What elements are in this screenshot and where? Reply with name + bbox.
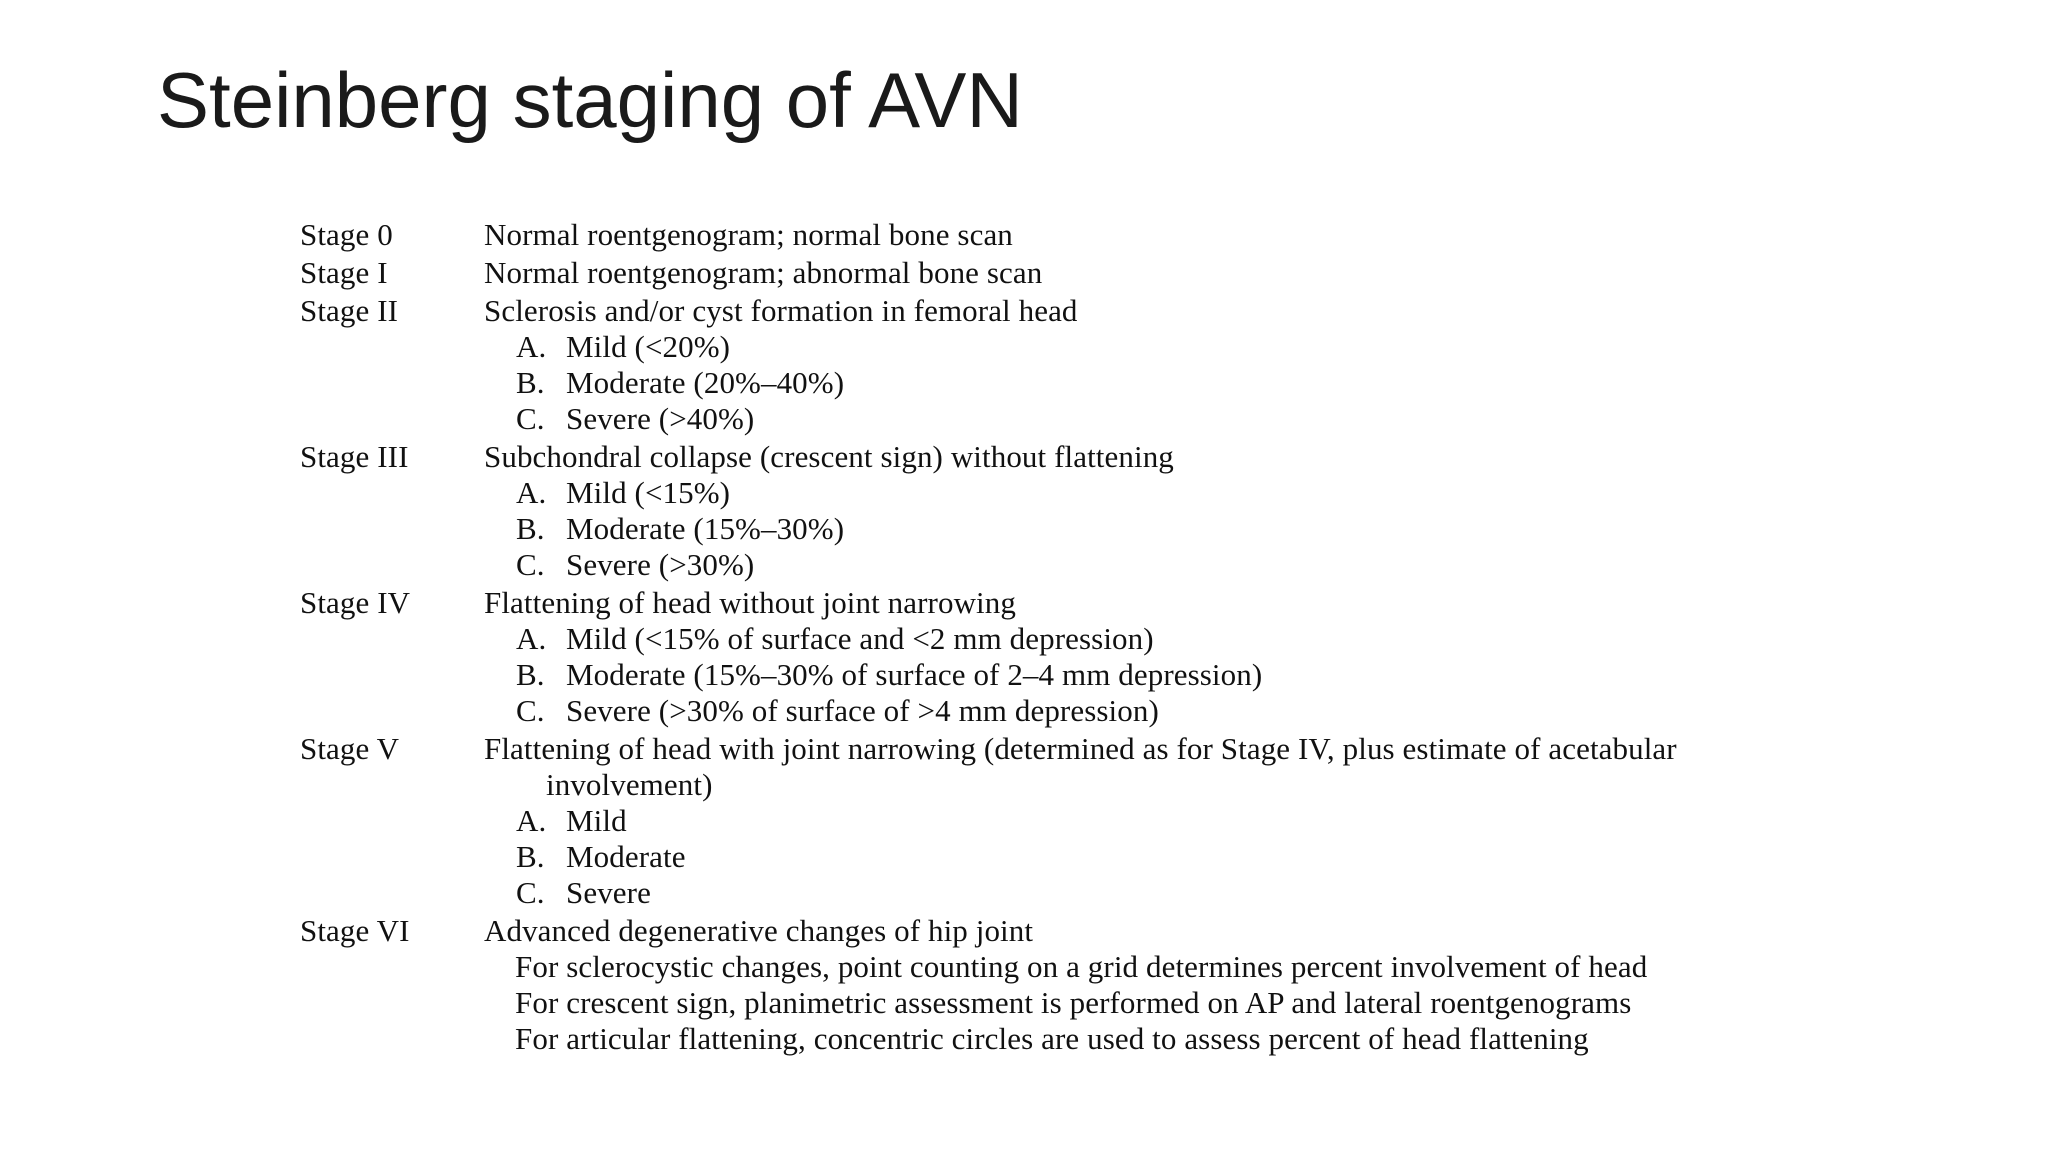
stage-description: Normal roentgenogram; abnormal bone scan (484, 255, 1043, 290)
stage-row (300, 217, 1800, 253)
subitem-letter: A. (516, 621, 547, 656)
subitem-letter: B. (516, 365, 545, 400)
stage-body (484, 585, 1800, 729)
stage-row (300, 439, 1800, 583)
stage-description: Advanced degenerative changes of hip joint (484, 913, 1034, 948)
stage-row (300, 913, 1800, 1057)
subitem-letter: B. (516, 839, 545, 874)
subitem-text: Moderate (15%–30% of surface of 2–4 mm depression) (566, 657, 1263, 692)
stage-label: Stage IV (300, 585, 411, 620)
stage-description: Flattening of head with joint narrowing (determined as for Stage IV, plus estimate of acetabular involvement) (484, 731, 1677, 802)
stage-subitem (484, 511, 1800, 547)
stage-subitem-list (484, 621, 1800, 729)
stage-row (300, 293, 1800, 437)
subitem-letter: A. (516, 803, 547, 838)
stage-subitem (484, 365, 1800, 401)
stage-row (300, 585, 1800, 729)
stage-note: For crescent sign, planimetric assessment is performed on AP and lateral roentgenograms (515, 985, 1632, 1020)
subitem-text: Moderate (20%–40%) (566, 365, 845, 400)
stage-note: For articular flattening, concentric circles are used to assess percent of head flattening (515, 1021, 1589, 1056)
stage-subitem (484, 839, 1800, 875)
stage-subitem-list (484, 475, 1800, 583)
stage-body (484, 255, 1800, 291)
stage-row (300, 255, 1800, 291)
stage-description: Flattening of head without joint narrowing (484, 585, 1016, 620)
stage-description: Sclerosis and/or cyst formation in femoral head (484, 293, 1078, 328)
stage-label: Stage I (300, 255, 388, 290)
stage-note: For sclerocystic changes, point counting on a grid determines percent involvement of head (515, 949, 1648, 984)
subitem-letter: A. (516, 475, 547, 510)
stage-label: Stage III (300, 439, 409, 474)
stage-subitem-list (484, 803, 1800, 911)
stage-subitem (484, 401, 1800, 437)
stage-description: Normal roentgenogram; normal bone scan (484, 217, 1013, 252)
subitem-letter: B. (516, 511, 545, 546)
slide-title: Steinberg staging of AVN (157, 56, 1023, 144)
stage-subitem (484, 875, 1800, 911)
subitem-letter: C. (516, 547, 545, 582)
subitem-text: Mild (<15%) (566, 475, 731, 510)
stage-body (484, 913, 1800, 1057)
stage-body (484, 217, 1800, 253)
stage-label: Stage VI (300, 913, 410, 948)
stage-label: Stage II (300, 293, 399, 328)
stage-subitem (484, 657, 1800, 693)
stage-subitem (484, 329, 1800, 365)
stage-subitem-list (484, 329, 1800, 437)
stage-description: Subchondral collapse (crescent sign) without flattening (484, 439, 1174, 474)
stage-subitem (484, 803, 1800, 839)
stage-subitem (484, 621, 1800, 657)
subitem-text: Mild (<20%) (566, 329, 731, 364)
subitem-text: Severe (>30% of surface of >4 mm depression) (566, 693, 1159, 728)
subitem-letter: A. (516, 329, 547, 364)
subitem-text: Moderate (15%–30%) (566, 511, 845, 546)
stage-row (300, 731, 1800, 911)
stage-body (484, 439, 1800, 583)
subitem-letter: B. (516, 657, 545, 692)
stage-label: Stage V (300, 731, 400, 766)
stage-subitem (484, 475, 1800, 511)
stage-subitem (484, 693, 1800, 729)
subitem-text: Severe (>30%) (566, 547, 755, 582)
subitem-letter: C. (516, 875, 545, 910)
subitem-text: Severe (>40%) (566, 401, 755, 436)
stage-body (484, 731, 1800, 911)
stage-subitem (484, 547, 1800, 583)
subitem-text: Moderate (566, 839, 686, 874)
stage-body (484, 293, 1800, 437)
subitem-text: Mild (<15% of surface and <2 mm depression) (566, 621, 1154, 656)
staging-table (300, 217, 1800, 1059)
subitem-text: Mild (566, 803, 627, 838)
subitem-letter: C. (516, 401, 545, 436)
subitem-text: Severe (566, 875, 651, 910)
subitem-letter: C. (516, 693, 545, 728)
stage-note-list (484, 949, 1800, 1057)
stage-label: Stage 0 (300, 217, 393, 252)
